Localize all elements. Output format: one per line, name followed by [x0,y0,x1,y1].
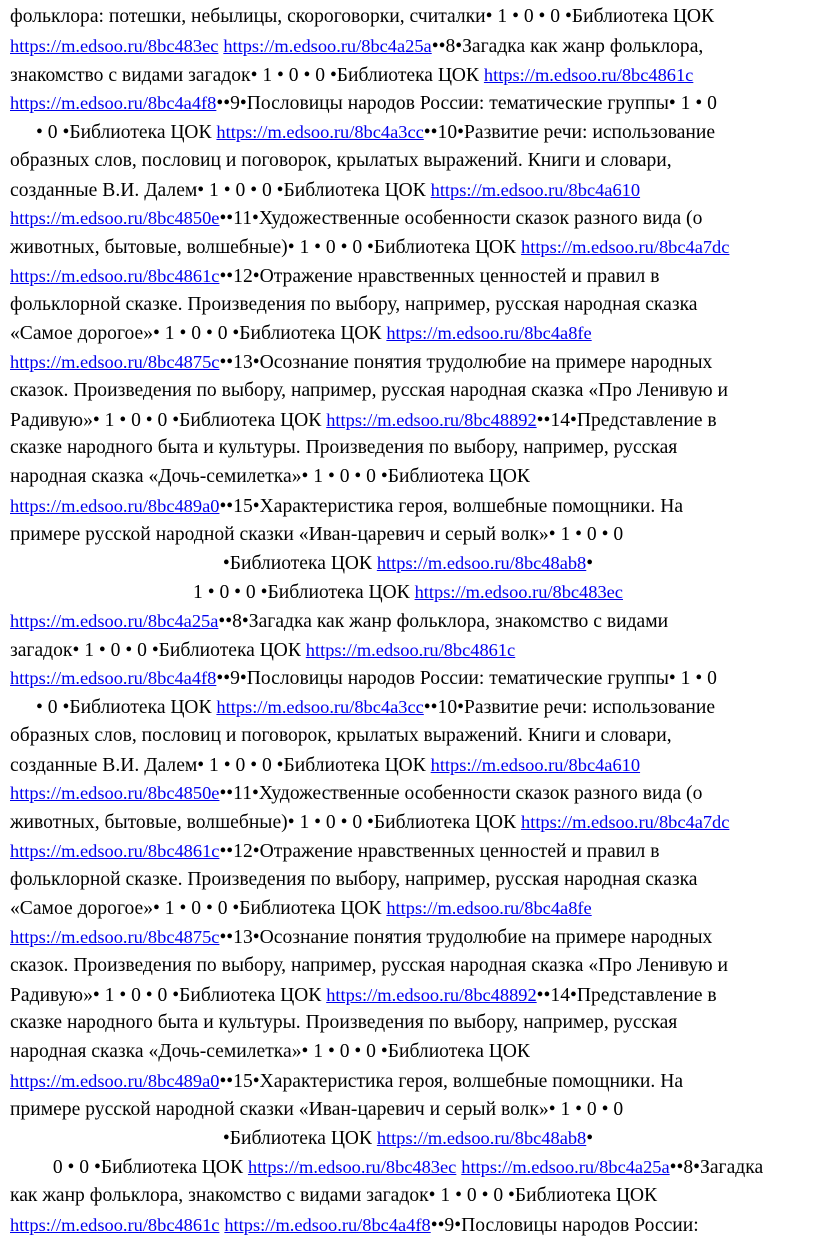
text-line [10,318,816,349]
text-line [10,1037,816,1067]
line-text: ••14•Представление в [536,410,717,431]
line-text: «Самое дорогое»• 1 • 0 • 0 •Библиотека ЦОК [10,898,387,919]
line-text: сказок. Произведения по выбору, например, русская народная сказка «Про Ленивую и [10,955,729,976]
line-text: образных слов, пословиц и поговорок, крылатых выражений. Книги и словари, [10,725,672,746]
resource-link[interactable]: https://m.edsoo.ru/8bc4a610 [430,180,641,200]
text-line [10,88,816,119]
line-text: ••15•Характеристика героя, волшебные помощники. На [219,496,684,517]
line-text: 1 • 0 • 0 •Библиотека ЦОК [193,582,415,603]
resource-link[interactable]: https://m.edsoo.ru/8bc4875c [10,927,220,947]
line-text: знакомство с видами загадок• 1 • 0 • 0 •Библиотека ЦОК [10,65,484,86]
text-line [36,117,816,148]
line-text: «Самое дорогое»• 1 • 0 • 0 •Библиотека ЦОК [10,323,387,344]
line-text: ••11•Художественные особенности сказок разного вида (о [219,208,703,229]
line-text: созданные В.И. Далем• 1 • 0 • 0 •Библиотека ЦОК [10,755,431,776]
text-line [10,405,816,436]
resource-link[interactable]: https://m.edsoo.ru/8bc48892 [326,985,537,1005]
line-text: •Библиотека ЦОК [222,553,377,574]
resource-link[interactable]: https://m.edsoo.ru/8bc483ec [247,1157,457,1177]
resource-link[interactable]: https://m.edsoo.ru/8bc4a4f8 [10,668,217,688]
resource-link[interactable]: https://m.edsoo.ru/8bc4a25a [10,611,219,631]
text-line [10,146,816,176]
resource-link[interactable]: https://m.edsoo.ru/8bc4a25a [461,1157,670,1177]
line-text: народная сказка «Дочь-семилетка»• 1 • 0 • 0 •Библиотека ЦОК [10,1041,530,1062]
resource-link[interactable]: https://m.edsoo.ru/8bc4a25a [223,36,432,56]
resource-link[interactable]: https://m.edsoo.ru/8bc4a8fe [386,898,592,918]
line-text: • 0 •Библиотека ЦОК [36,122,217,143]
text-line [10,635,816,666]
resource-link[interactable]: https://m.edsoo.ru/8bc48ab8 [376,553,587,573]
text-line [0,1152,816,1183]
line-text: животных, бытовые, волшебные)• 1 • 0 • 0 •Библиотека ЦОК [10,812,522,833]
line-text: ••10•Развитие речи: использование [423,122,716,143]
text-line [10,261,816,292]
text-line [10,951,816,981]
line-text: ••9•Пословицы народов России: [430,1215,699,1236]
text-line [10,663,816,694]
line-text: •Библиотека ЦОК [222,1128,377,1149]
line-text: Радивую»• 1 • 0 • 0 •Библиотека ЦОК [10,985,327,1006]
line-text: как жанр фольклора, знакомство с видами загадок• 1 • 0 • 0 •Библиотека ЦОК [10,1185,658,1206]
text-line [10,778,816,809]
text-line [0,1123,816,1154]
resource-link[interactable]: https://m.edsoo.ru/8bc4875c [10,352,220,372]
line-text: фольклора: потешки, небылицы, скороговорки, считалки• 1 • 0 • 0 •Библиотека ЦОК [10,6,715,27]
resource-link[interactable]: https://m.edsoo.ru/8bc4a7dc [521,237,730,257]
text-line [10,893,816,924]
text-line [10,520,816,550]
line-text: ••15•Характеристика героя, волшебные помощники. На [219,1071,684,1092]
line-text: ••12•Отражение нравственных ценностей и правил в [219,266,660,287]
text-line [10,290,816,320]
resource-link[interactable]: https://m.edsoo.ru/8bc4a4f8 [10,93,217,113]
resource-link[interactable]: https://m.edsoo.ru/8bc489a0 [10,1071,220,1091]
line-text: Радивую»• 1 • 0 • 0 •Библиотека ЦОК [10,410,327,431]
resource-link[interactable]: https://m.edsoo.ru/8bc4a3cc [216,122,424,142]
line-text: ••13•Осознание понятия трудолюбие на примере народных [219,352,713,373]
line-text: ••8•Загадка как жанр фольклора, [431,36,704,57]
resource-link[interactable]: https://m.edsoo.ru/8bc4861c [10,841,220,861]
resource-link[interactable]: https://m.edsoo.ru/8bc48892 [326,410,537,430]
line-text: ••8•Загадка [669,1157,764,1178]
resource-link[interactable]: https://m.edsoo.ru/8bc4850e [10,783,220,803]
line-text: загадок• 1 • 0 • 0 •Библиотека ЦОК [10,640,306,661]
resource-link[interactable]: https://m.edsoo.ru/8bc483ec [414,582,623,602]
text-line [10,2,816,32]
text-line [10,203,816,234]
line-text: фольклорной сказке. Произведения по выбору, например, русская народная сказка [10,869,698,890]
line-text: ••9•Пословицы народов России: тематические группы• 1 • 0 [216,93,717,114]
line-text: • 0 •Библиотека ЦОК [36,697,217,718]
text-line [10,1210,816,1241]
text-line [10,347,816,378]
text-line [10,1008,816,1038]
resource-link[interactable]: https://m.edsoo.ru/8bc48ab8 [376,1128,587,1148]
line-text: фольклорной сказке. Произведения по выбору, например, русская народная сказка [10,294,698,315]
resource-link[interactable]: https://m.edsoo.ru/8bc4861c [10,1215,220,1235]
text-line [10,980,816,1011]
line-text: примере русской народной сказки «Иван-царевич и серый волк»• 1 • 0 • 0 [10,524,624,545]
text-line [10,1181,816,1211]
line-text: ••13•Осознание понятия трудолюбие на примере народных [219,927,713,948]
line-text: сказке народного быта и культуры. Произведения по выбору, например, русская [10,1012,678,1033]
text-line [0,548,816,579]
text-line [10,491,816,522]
text-line [10,1095,816,1125]
text-line [10,807,816,838]
text-line [10,836,816,867]
line-text: ••9•Пословицы народов России: тематические группы• 1 • 0 [216,668,717,689]
line-text: ••10•Развитие речи: использование [423,697,716,718]
text-line [10,922,816,953]
text-line [10,60,816,91]
line-text: народная сказка «Дочь-семилетка»• 1 • 0 • 0 •Библиотека ЦОК [10,466,530,487]
line-text: • [586,1128,594,1149]
resource-link[interactable]: https://m.edsoo.ru/8bc4a7dc [521,812,730,832]
line-text: ••14•Представление в [536,985,717,1006]
text-line [36,692,816,723]
text-line [10,462,816,492]
resource-link[interactable]: https://m.edsoo.ru/8bc4861c [10,266,220,286]
line-text: созданные В.И. Далем• 1 • 0 • 0 •Библиотека ЦОК [10,180,431,201]
line-text: • [586,553,594,574]
line-text: ••8•Загадка как жанр фольклора, знакомство с видами [218,611,669,632]
resource-link[interactable]: https://m.edsoo.ru/8bc4861c [305,640,516,660]
resource-link[interactable]: https://m.edsoo.ru/8bc4a610 [430,755,641,775]
line-text: ••11•Художественные особенности сказок разного вида (о [219,783,703,804]
line-text: животных, бытовые, волшебные)• 1 • 0 • 0 •Библиотека ЦОК [10,237,522,258]
text-line [10,1066,816,1097]
line-text: сказке народного быта и культуры. Произведения по выбору, например, русская [10,437,678,458]
text-line [10,433,816,463]
resource-link[interactable]: https://m.edsoo.ru/8bc489a0 [10,496,220,516]
text-line [10,750,816,781]
text-line [10,175,816,206]
line-text: 0 • 0 •Библиотека ЦОК [52,1157,248,1178]
text-line [10,606,816,637]
line-text: ••12•Отражение нравственных ценностей и правил в [219,841,660,862]
text-line [10,376,816,406]
text-line [10,865,816,895]
resource-link[interactable]: https://m.edsoo.ru/8bc4850e [10,208,220,228]
line-text: примере русской народной сказки «Иван-царевич и серый волк»• 1 • 0 • 0 [10,1099,624,1120]
text-line [10,31,816,62]
text-line [10,721,816,751]
resource-link[interactable]: https://m.edsoo.ru/8bc4a8fe [386,323,592,343]
resource-link[interactable]: https://m.edsoo.ru/8bc4a4f8 [224,1215,431,1235]
resource-link[interactable]: https://m.edsoo.ru/8bc4a3cc [216,697,424,717]
text-line [0,577,816,608]
resource-link[interactable]: https://m.edsoo.ru/8bc483ec [10,36,219,56]
line-text: образных слов, пословиц и поговорок, крылатых выражений. Книги и словари, [10,150,672,171]
text-line [10,232,816,263]
line-text: сказок. Произведения по выбору, например, русская народная сказка «Про Ленивую и [10,380,729,401]
resource-link[interactable]: https://m.edsoo.ru/8bc4861c [483,65,694,85]
